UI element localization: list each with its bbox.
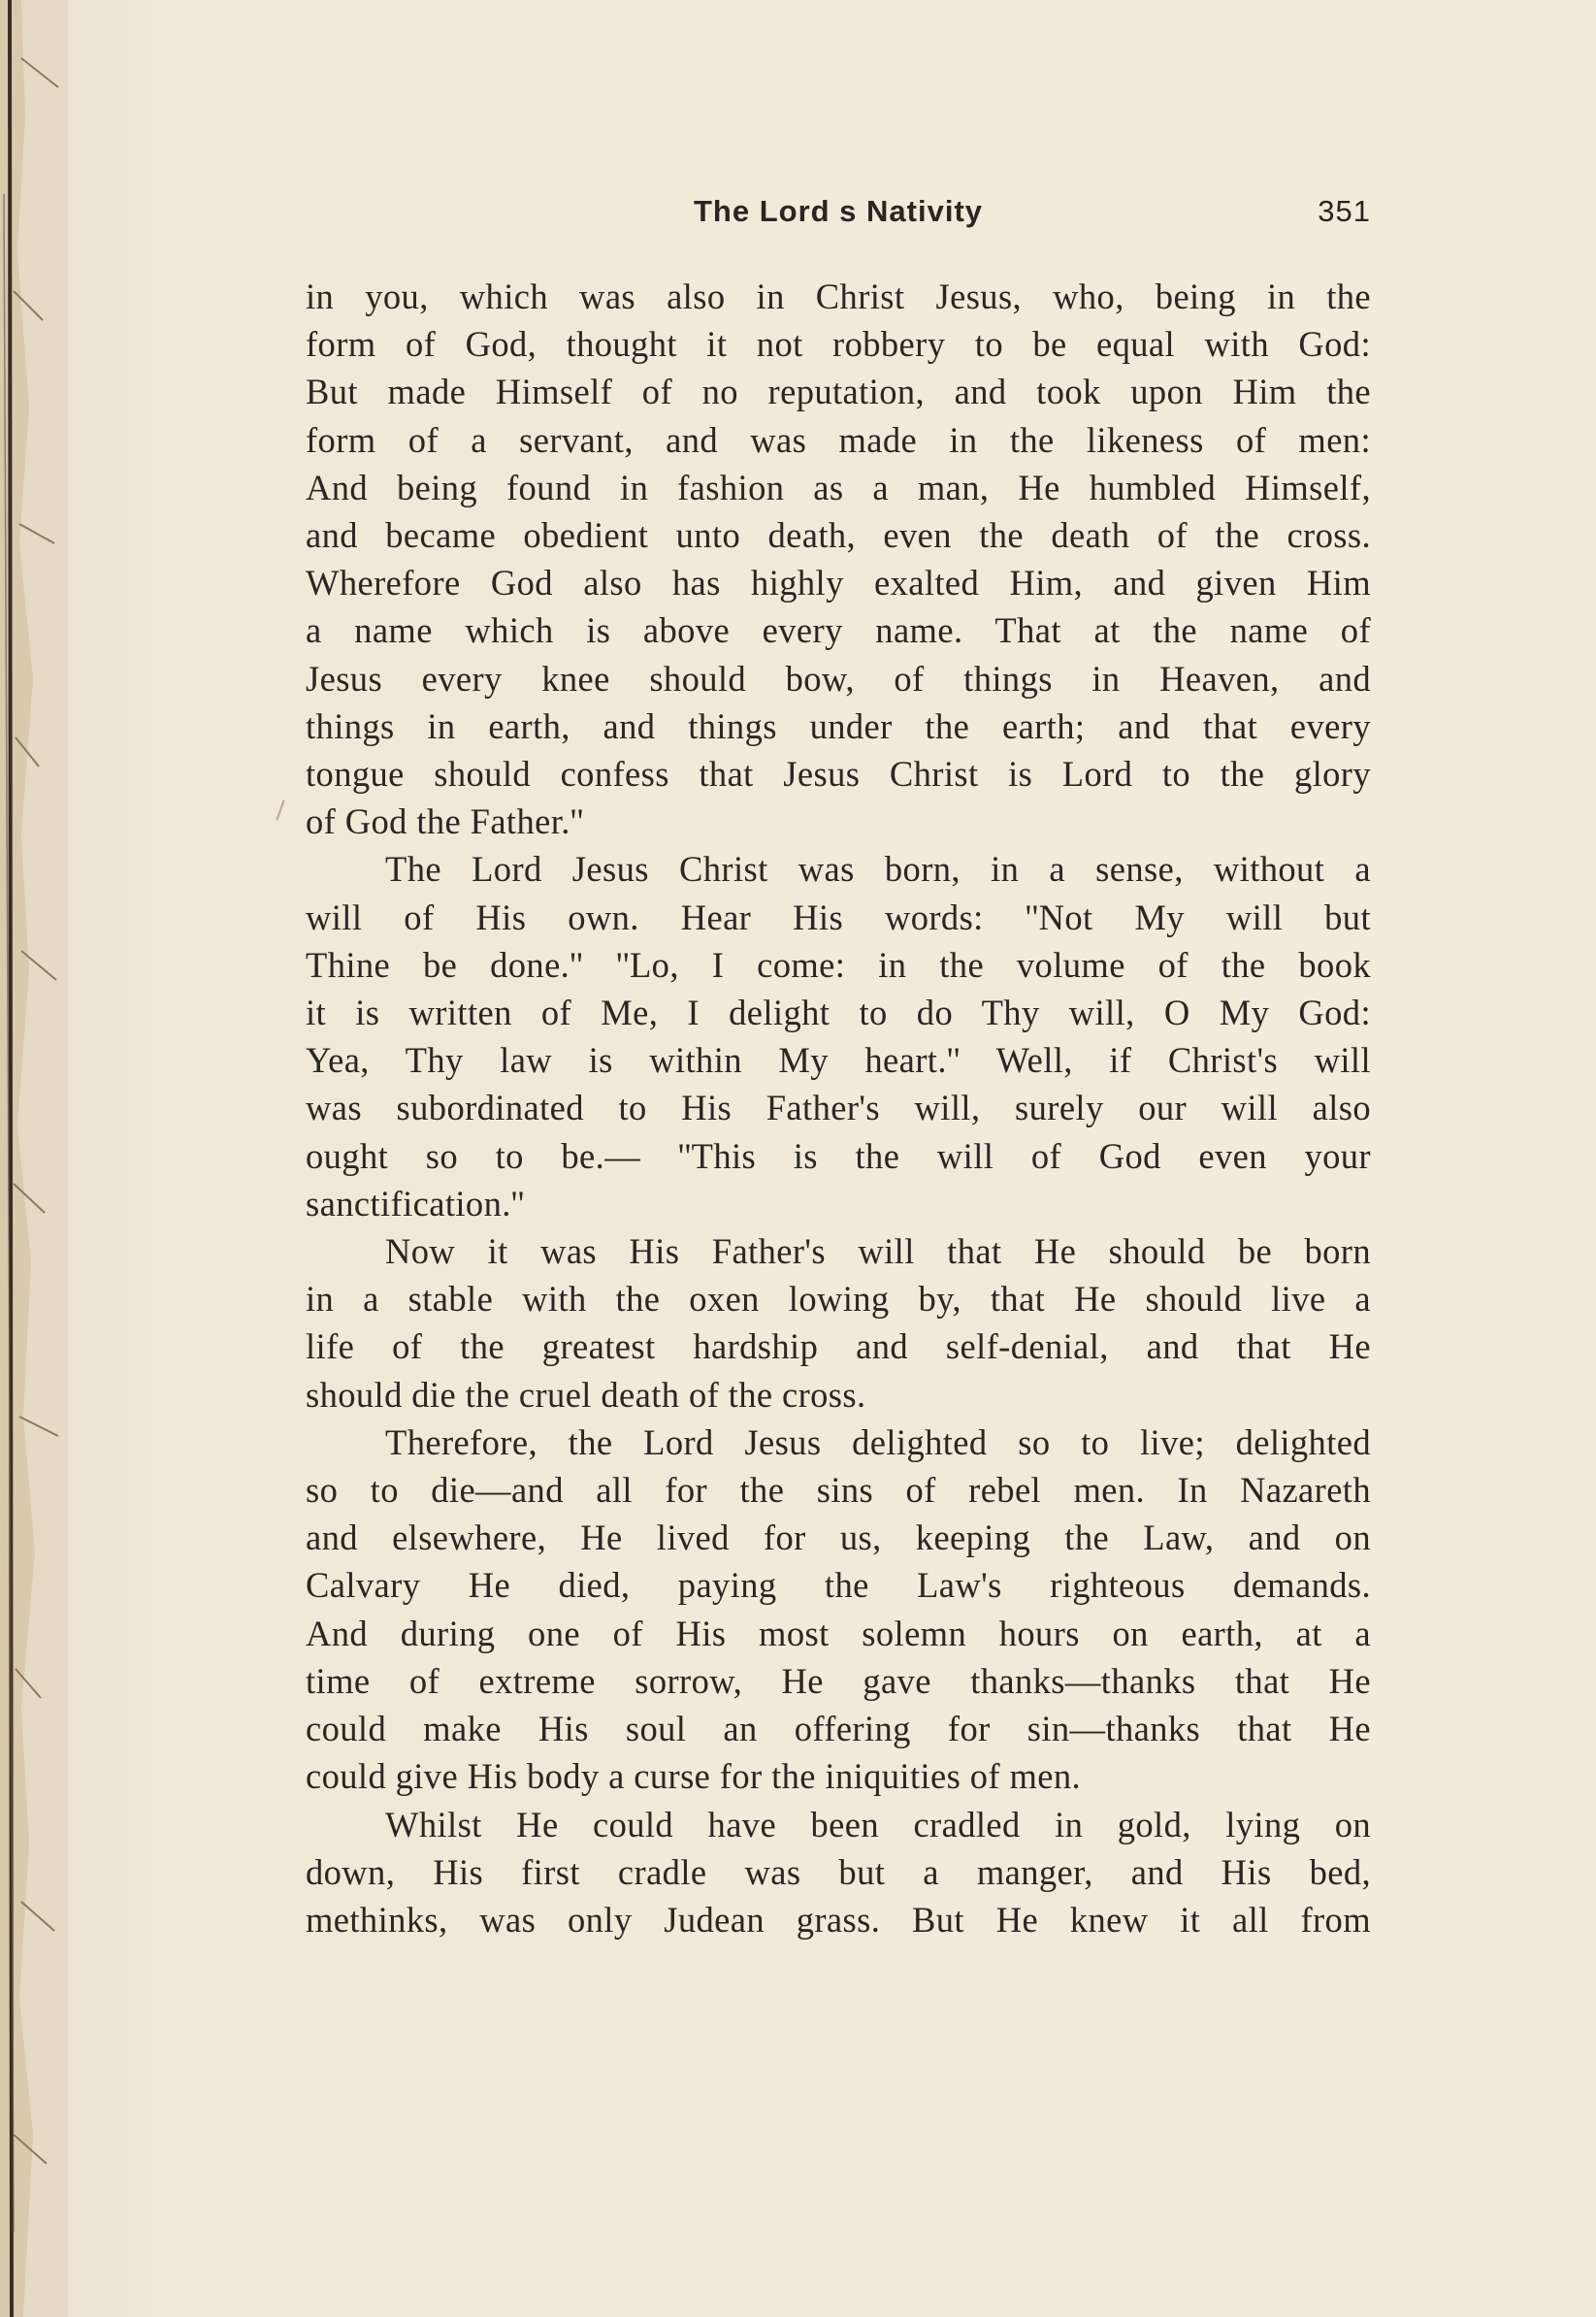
text-line: down, His first cradle was but a manger, and His bed, xyxy=(306,1851,1371,1892)
text-line: Calvary He died, paying the Law's righteous demands. xyxy=(306,1565,1371,1606)
torn-binding-edge xyxy=(0,0,68,2317)
text-line: Whilst He could have been cradled in gold, lying on xyxy=(385,1804,1371,1844)
text-line: methinks, was only Judean grass. But He knew it all from xyxy=(306,1899,1371,1940)
text-line: form of a servant, and was made in the likeness of men: xyxy=(306,419,1371,460)
paragraph xyxy=(306,1419,1371,1801)
paragraph xyxy=(306,273,1371,845)
text-line: Jesus every knee should bow, of things in Heaven, and xyxy=(306,658,1371,699)
text-line: will of His own. Hear His words: ''Not My will but xyxy=(306,897,1371,937)
text-line: could make His soul an offering for sin—thanks that He xyxy=(306,1709,1371,1749)
text-line: Now it was His Father's will that He should be born xyxy=(385,1231,1371,1272)
text-line: Therefore, the Lord Jesus delighted so to live; delighted xyxy=(385,1421,1371,1462)
text-line: a name which is above every name. That at the name of xyxy=(306,610,1371,651)
paragraph xyxy=(306,845,1371,1227)
paragraph xyxy=(306,1227,1371,1419)
text-line: And during one of His most solemn hours on earth, at a xyxy=(306,1613,1371,1653)
text-line: things in earth, and things under the earth; and that every xyxy=(306,705,1371,746)
body-text xyxy=(306,273,1371,1943)
text-line: could give His body a curse for the iniquities of men. xyxy=(306,1756,1082,1797)
text-line: form of God, thought it not robbery to be equal with God: xyxy=(306,324,1371,365)
text-line: The Lord Jesus Christ was born, in a sense, without a xyxy=(385,849,1371,890)
text-line: and became obedient unto death, even the death of the cross. xyxy=(306,515,1371,556)
margin-mark xyxy=(276,800,284,820)
text-line: should die the cruel death of the cross. xyxy=(306,1374,866,1415)
text-line: time of extreme sorrow, He gave thanks—thanks that He xyxy=(306,1660,1371,1701)
text-line: life of the greatest hardship and self-denial, and that He xyxy=(306,1326,1371,1367)
text-line: of God the Father.'' xyxy=(306,801,584,842)
text-line: sanctification.'' xyxy=(306,1183,525,1224)
running-head xyxy=(306,194,1371,237)
text-line: Wherefore God also has highly exalted Him, and given Him xyxy=(306,563,1371,604)
text-line: tongue should confess that Jesus Christ is Lord to the glory xyxy=(306,754,1371,795)
text-line: in a stable with the oxen lowing by, that He should live a xyxy=(306,1279,1371,1320)
text-line: But made Himself of no reputation, and took upon Him the xyxy=(306,372,1371,412)
text-line: And being found in fashion as a man, He humbled Himself, xyxy=(306,467,1371,507)
text-line: Yea, Thy law is within My heart.'' Well, if Christ's will xyxy=(306,1040,1371,1081)
text-line: ought so to be.— ''This is the will of God even your xyxy=(306,1135,1371,1176)
running-title: The Lord s Nativity xyxy=(693,194,984,228)
text-line: Thine be done.'' ''Lo, I come: in the volume of the book xyxy=(306,944,1371,985)
text-line: it is written of Me, I delight to do Thy will, O My God: xyxy=(306,993,1371,1033)
text-line: and elsewhere, He lived for us, keeping the Law, and on xyxy=(306,1517,1371,1558)
page-number: 351 xyxy=(1318,194,1371,228)
text-line: was subordinated to His Father's will, surely our will also xyxy=(306,1088,1371,1128)
text-line: in you, which was also in Christ Jesus, who, being in the xyxy=(306,277,1371,316)
paragraph xyxy=(306,1801,1371,1944)
text-line: so to die—and all for the sins of rebel men. In Nazareth xyxy=(306,1470,1371,1511)
